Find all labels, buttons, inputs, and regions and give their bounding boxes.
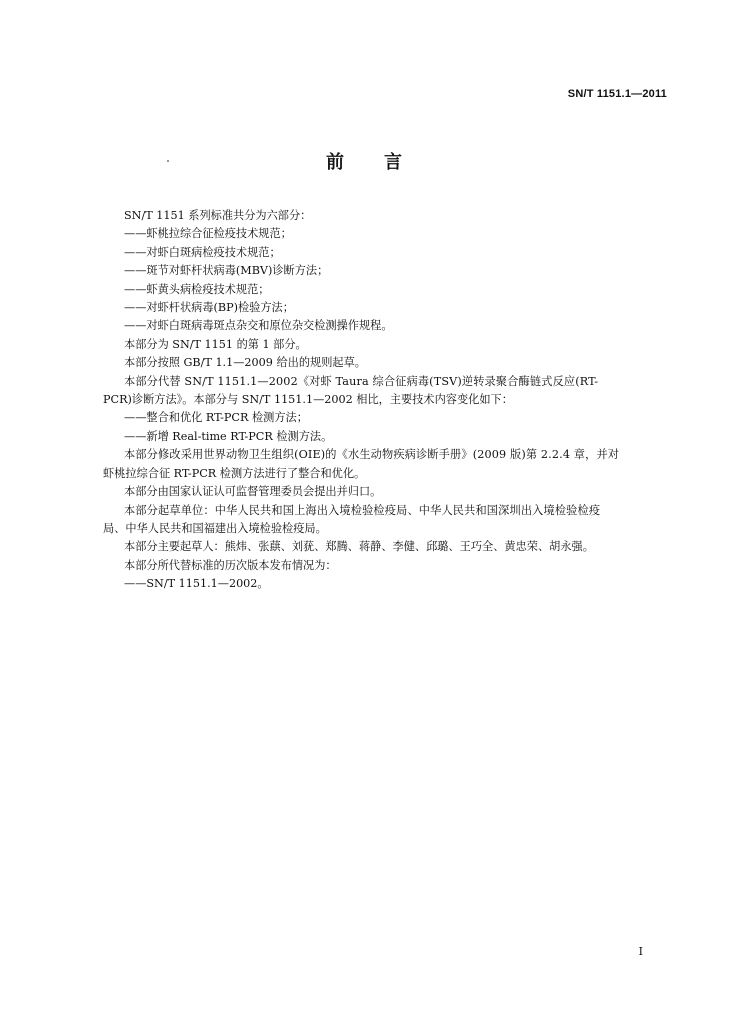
title-char-2: 言 xyxy=(384,152,404,173)
page-number: I xyxy=(638,945,643,958)
list-item: ——对虾杆状病毒(BP)检验方法； xyxy=(124,301,294,315)
paragraph-line: 本部分由国家认证认可监督管理委员会提出并归口。 xyxy=(124,485,382,499)
page-title xyxy=(0,148,730,174)
paragraph-line: 本部分主要起草人：熊炜、张蕻、刘莸、郑腾、蒋静、李健、邱璐、王巧全、黄忠荣、胡永强。 xyxy=(124,540,594,554)
list-item: ——整合和优化 RT-PCR 检测方法； xyxy=(124,411,308,425)
paragraph-line: 本部分修改采用世界动物卫生组织(OIE)的《水生动物疾病诊断手册》(2009 版)第 2.2.4 章，并对 xyxy=(124,448,620,462)
document-code: SN/T 1151.1—2011 xyxy=(567,88,667,100)
paragraph-line: PCR)诊断方法》。本部分与 SN/T 1151.1—2002 相比，主要技术内容变化如下： xyxy=(103,393,513,407)
list-item: ——虾黄头病检疫技术规范； xyxy=(124,282,270,296)
foreword-body xyxy=(103,207,648,594)
list-item: ——新增 Real-time RT-PCR 检测方法。 xyxy=(124,429,333,443)
paragraph-line: 本部分代替 SN/T 1151.1—2002《对虾 Taura 综合征病毒(TSV)逆转录聚合酶链式反应(RT- xyxy=(124,374,599,388)
paragraph-line: 虾桃拉综合征 RT-PCR 检测方法进行了整合和优化。 xyxy=(103,466,366,480)
list-item: ——SN/T 1151.1—2002。 xyxy=(124,577,269,591)
paragraph-line: 本部分按照 GB/T 1.1—2009 给出的规则起草。 xyxy=(124,356,366,370)
paragraph-line: 本部分起草单位：中华人民共和国上海出入境检验检疫局、中华人民共和国深圳出入境检验检疫 xyxy=(124,503,601,517)
list-item: ——斑节对虾杆状病毒(MBV)诊断方法； xyxy=(124,264,329,278)
list-item: ——对虾白斑病检疫技术规范； xyxy=(124,245,281,259)
paragraph-line: 本部分为 SN/T 1151 的第 1 部分。 xyxy=(124,337,307,351)
title-char-1: 前 xyxy=(326,152,346,173)
paragraph-line: 局、中华人民共和国福建出入境检验检疫局。 xyxy=(103,521,327,535)
paragraph-line: SN/T 1151 系列标准共分为六部分： xyxy=(124,209,312,222)
list-item: ——虾桃拉综合征检疫技术规范； xyxy=(124,227,292,241)
list-item: ——对虾白斑病毒斑点杂交和原位杂交检测操作规程。 xyxy=(124,319,393,333)
paragraph-line: 本部分所代替标准的历次版本发布情况为： xyxy=(124,558,337,572)
